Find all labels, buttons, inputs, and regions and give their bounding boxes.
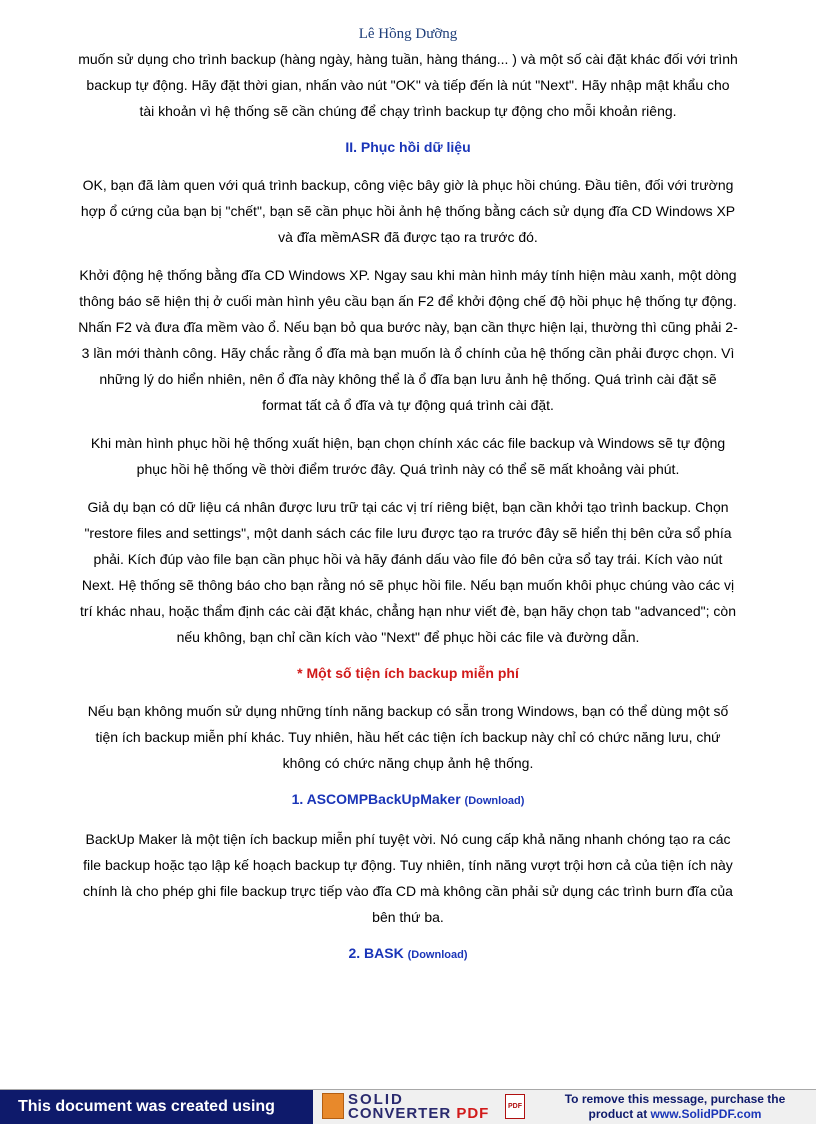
paragraph-recovery-1: OK, bạn đã làm quen với quá trình backup, công việc bây giờ là phục hồi chúng. Đầu tiên, đối với trường hợp ổ cứng của bạn bị "chết", bạn sẽ cần phục hồi ảnh hệ thống bằng cách sử dụng đĩa CD Windows XP và đĩa mềmASR đã được tạo ra trước đó. bbox=[80, 177, 736, 245]
paragraph-recovery-2: Khởi động hệ thống bằng đĩa CD Windows XP. Ngay sau khi màn hình máy tính hiện màu xanh, một dòng thông báo sẽ hiện thị ở cuối màn hình yêu cầu bạn ấn F2 để khởi động chế độ hồi phục hệ thống tự động. Nhấn F2 và đưa đĩa mềm vào ổ. Nếu bạn bỏ qua bước này, bạn cần thực hiện lại, thường thì cũng phải 2-3 lần mới thành công. Hãy chắc rằng ổ đĩa mà bạn muốn là ổ chính của hệ thống cần phải được chọn. Vì những lý do hiển nhiên, nên ổ đĩa này không thể là ổ đĩa bạn lưu ảnh hệ thống. Quá trình cài đặt sẽ format tất cả ổ đĩa và tự động quá trình cài đặt. bbox=[78, 267, 738, 413]
logo-converter-text: CONVERTER bbox=[348, 1105, 457, 1122]
remove-message-line-1: To remove this message, purchase the bbox=[564, 1092, 786, 1106]
remove-message-line-2 bbox=[540, 1107, 810, 1122]
logo-pdf-text: PDF bbox=[456, 1105, 490, 1122]
tool-heading-bask bbox=[78, 942, 738, 966]
download-link-bask[interactable]: (Download) bbox=[407, 949, 468, 961]
section-heading-recovery: II. Phục hồi dữ liệu bbox=[345, 139, 471, 155]
paragraph-intro: muốn sử dụng cho trình backup (hàng ngày, hàng tuần, hàng tháng... ) và một số cài đặt khác đối với trình backup tự động. Hãy đặt thời gian, nhấn vào nút "OK" và tiếp đến là nút "Next". Hãy nhập mật khẩu cho tài khoản vì hệ thống sẽ cần chúng để chạy trình backup tự động cho mỗi khoản riêng. bbox=[78, 51, 738, 119]
document-body bbox=[78, 46, 738, 980]
banner-remove-message bbox=[540, 1090, 810, 1124]
logo-word-solid: SOLID bbox=[348, 1091, 404, 1108]
tool-heading-backupmaker bbox=[78, 788, 738, 812]
solid-converter-banner bbox=[0, 1089, 816, 1124]
remove-message-prefix: product at bbox=[588, 1107, 651, 1121]
section-heading-free-tools: * Một số tiện ích backup miễn phí bbox=[297, 665, 519, 681]
paragraph-backupmaker: BackUp Maker là một tiện ích backup miễn phí tuyệt vời. Nó cung cấp khả năng nhanh chóng tạo ra các file backup hoặc tạo lập kế hoạch backup tự động. Tuy nhiên, tính năng vượt trội hơn cả của tiện ích này chính là cho phép ghi file backup trực tiếp vào đĩa CD mà không cần phải sử dụng các trình burn đĩa của bên thứ ba. bbox=[83, 831, 733, 925]
paragraph-free-tools: Nếu bạn không muốn sử dụng những tính năng backup có sẵn trong Windows, bạn có thể dùng một số tiện ích backup miễn phí khác. Tuy nhiên, hầu hết các tiện ích backup này chỉ có chức năng lưu, chứ không có chức năng chụp ảnh hệ thống. bbox=[87, 703, 729, 771]
paragraph-recovery-3: Khi màn hình phục hồi hệ thống xuất hiện, bạn chọn chính xác các file backup và Windows sẽ tự động phục hồi hệ thống về thời điểm trước đây. Quá trình này có thể sẽ mất khoảng vài phút. bbox=[90, 435, 726, 477]
solid-converter-logo[interactable] bbox=[322, 1093, 532, 1121]
tool-name-bask: 2. BASK bbox=[348, 945, 404, 961]
paragraph-recovery-4: Giả dụ bạn có dữ liệu cá nhân được lưu trữ tại các vị trí riêng biệt, bạn cần khởi tạo trình backup. Chọn "restore files and settings", một danh sách các file lưu được tạo ra trước đây sẽ hiển thị bên cửa sổ phía phải. Kích đúp vào file bạn cần phục hồi và hãy đánh dấu vào file đó bên cửa sổ tay trái. Kích vào nút Next. Hệ thống sẽ thông báo cho bạn rằng nó sẽ phục hồi file. Nếu bạn muốn khôi phục chúng vào các vị trí khác nhau, hoặc thẩm định các cài đặt khác, chẳng hạn như viết đè, bạn hãy chọn tab "advanced"; còn nếu không, bạn chỉ cần kích vào "Next" để phục hồi các file và đường dẫn. bbox=[80, 499, 736, 645]
solidpdf-link[interactable]: www.SolidPDF.com bbox=[650, 1107, 762, 1121]
banner-created-text: This document was created using bbox=[0, 1090, 313, 1124]
logo-mark-icon bbox=[322, 1093, 344, 1119]
document-header-author: Lê Hồng Dưỡng bbox=[358, 26, 458, 42]
pdf-document-icon: PDF bbox=[505, 1094, 525, 1119]
logo-word-converter bbox=[348, 1105, 489, 1122]
download-link-backupmaker[interactable]: (Download) bbox=[464, 795, 525, 807]
tool-name-backupmaker: 1. ASCOMPBackUpMaker bbox=[291, 791, 461, 807]
